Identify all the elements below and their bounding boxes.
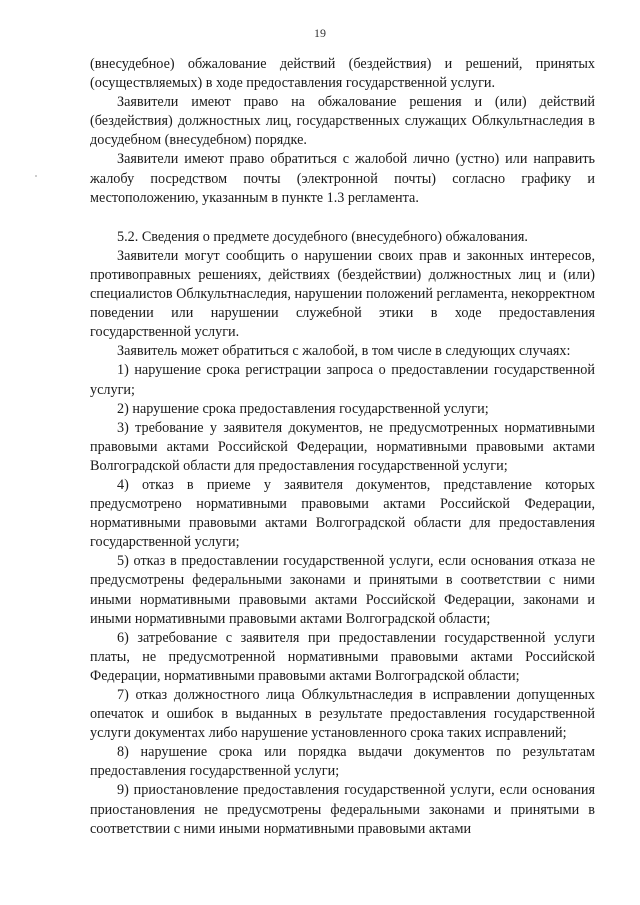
scan-speck (35, 175, 37, 177)
paragraph-appeal-intro: (внесудебное) обжалование действий (бездействия) и решений, принятых (осуществляемых) в ходе предоставления государственной услуги. (90, 56, 595, 92)
paragraph-complaint-methods: Заявители имеют право обратиться с жалобой лично (устно) или направить жалобу посредством почты (электронной почты) согласно графику и местоположению, указанным в пункте 1.3 регламента. (90, 151, 595, 206)
list-item-4: 4) отказ в приеме у заявителя документов, представление которых предусмотрено нормативными правовыми актами Российской Федерации, нормативными правовыми актами Волгоградской области для предоставления государственной услуги; (90, 476, 595, 551)
list-item-2: 2) нарушение срока предоставления государственной услуги; (117, 400, 489, 417)
page-number: 19 (314, 26, 326, 40)
list-item-1: 1) нарушение срока регистрации запроса о предоставлении государственной услуги; (90, 362, 595, 398)
paragraph-violations: Заявители могут сообщить о нарушении своих прав и законных интересов, противоправных решениях, действиях (бездействии) должностных лиц и (или) специалистов Облкультнаследия, нарушении положений регламента, некорректном поведении или нарушении служебной этики в ходе предоставления государственной услуги. (90, 247, 595, 341)
list-item-3: 3) требование у заявителя документов, не предусмотренных нормативными правовыми актами Российской Федерации, нормативными правовыми актами Волгоградской области для предоставления государственной услуги; (90, 419, 595, 474)
paragraph-right-to-appeal: Заявители имеют право на обжалование решения и (или) действий (бездействия) должностных лиц, государственных служащих Облкультнаследия в досудебном (внесудебном) порядке. (90, 94, 595, 149)
list-item-7: 7) отказ должностного лица Облкультнаследия в исправлении допущенных опечаток и ошибок в выданных в результате предоставления государственной услуги документах либо нарушение установленного срока таких исправлений; (90, 687, 595, 742)
list-item-9: 9) приостановление предоставления государственной услуги, если основания приостановления не предусмотрены федеральными законами и принятыми в соответствии с ними иными нормативными правовыми актами (90, 782, 595, 837)
paragraph-cases-intro: Заявитель может обратиться с жалобой, в том числе в следующих случаях: (117, 343, 571, 360)
list-item-6: 6) затребование с заявителя при предоставлении государственной услуги платы, не предусмотренной нормативными правовыми актами Российской Федерации, нормативными правовыми актами Волгоградской области; (90, 629, 595, 684)
page-body (90, 55, 595, 839)
list-item-5: 5) отказ в предоставлении государственной услуги, если основания отказа не предусмотрены федеральными законами и принятыми в соответствии с ними иными нормативными правовыми актами Российской Федерации, законами и иными нормативными правовыми актами Волгоградской области; (90, 553, 595, 627)
section-gap (90, 208, 595, 228)
list-item-8: 8) нарушение срока или порядка выдачи документов по результатам предоставления государственной услуги; (90, 744, 595, 780)
section-heading-5-2: 5.2. Сведения о предмете досудебного (внесудебного) обжалования. (117, 228, 528, 245)
